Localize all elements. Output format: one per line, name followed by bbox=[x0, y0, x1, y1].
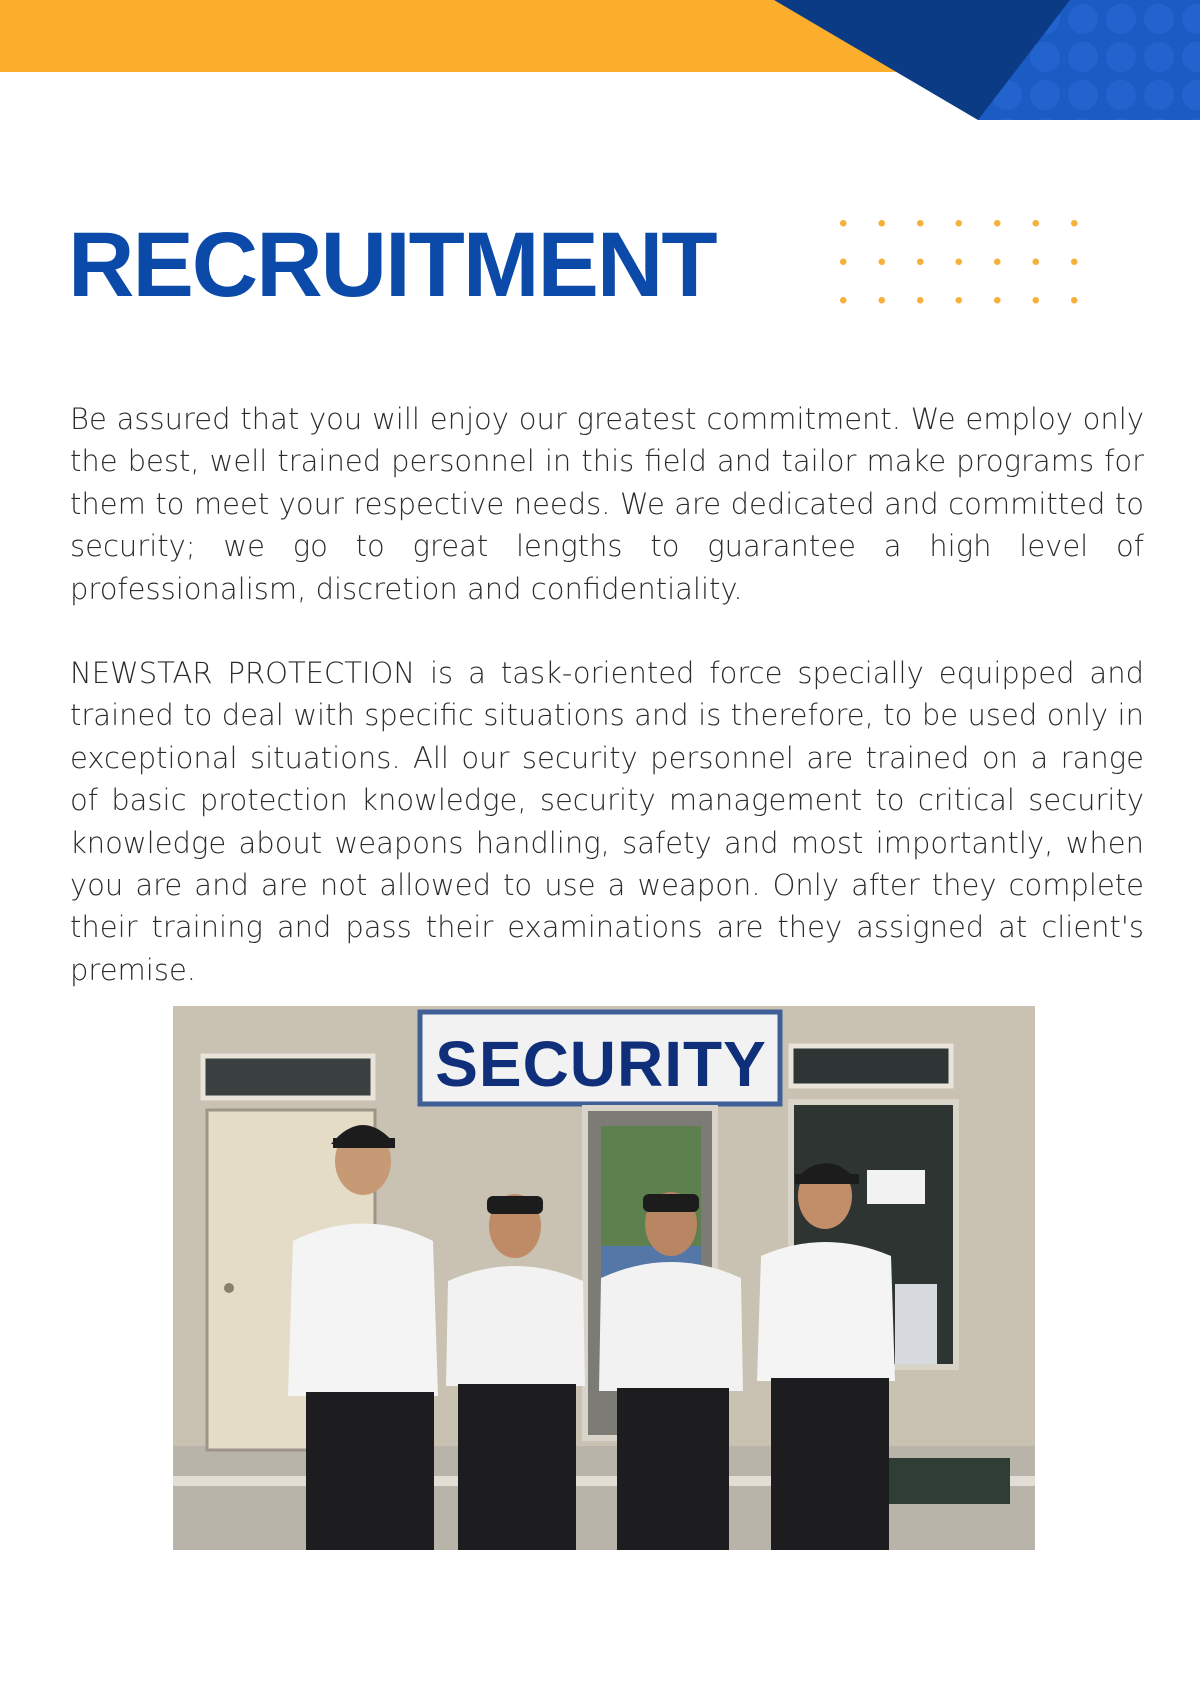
dot-grid-decoration bbox=[840, 220, 1085, 310]
page-title: RECRUITMENT bbox=[68, 214, 716, 316]
paragraph-commitment: Be assured that you will enjoy our greatest commitment. We employ only the best, well trained personnel in this field and tailor make programs for them to meet your respective needs. We are dedicated and committed to security; we go to great lengths to guarantee a high level of professionalism, discretion and confidentiality. bbox=[70, 402, 1144, 606]
security-guards-photo bbox=[173, 1006, 1035, 1550]
body-text bbox=[70, 398, 1144, 991]
corner-decoration bbox=[0, 0, 1200, 120]
sign-text: SECURITY bbox=[435, 1028, 767, 1100]
paragraph-newstar: NEWSTAR PROTECTION is a task-oriented force specially equipped and trained to deal with specific situations and is therefore, to be used only in exceptional situations. All our security personnel are trained on a range of basic protection knowledge, security management to critical security knowledge about weapons handling, safety and most importantly, when you are and are not allowed to use a weapon. Only after they complete their training and pass their examinations are they assigned at client's premise. bbox=[70, 656, 1144, 987]
